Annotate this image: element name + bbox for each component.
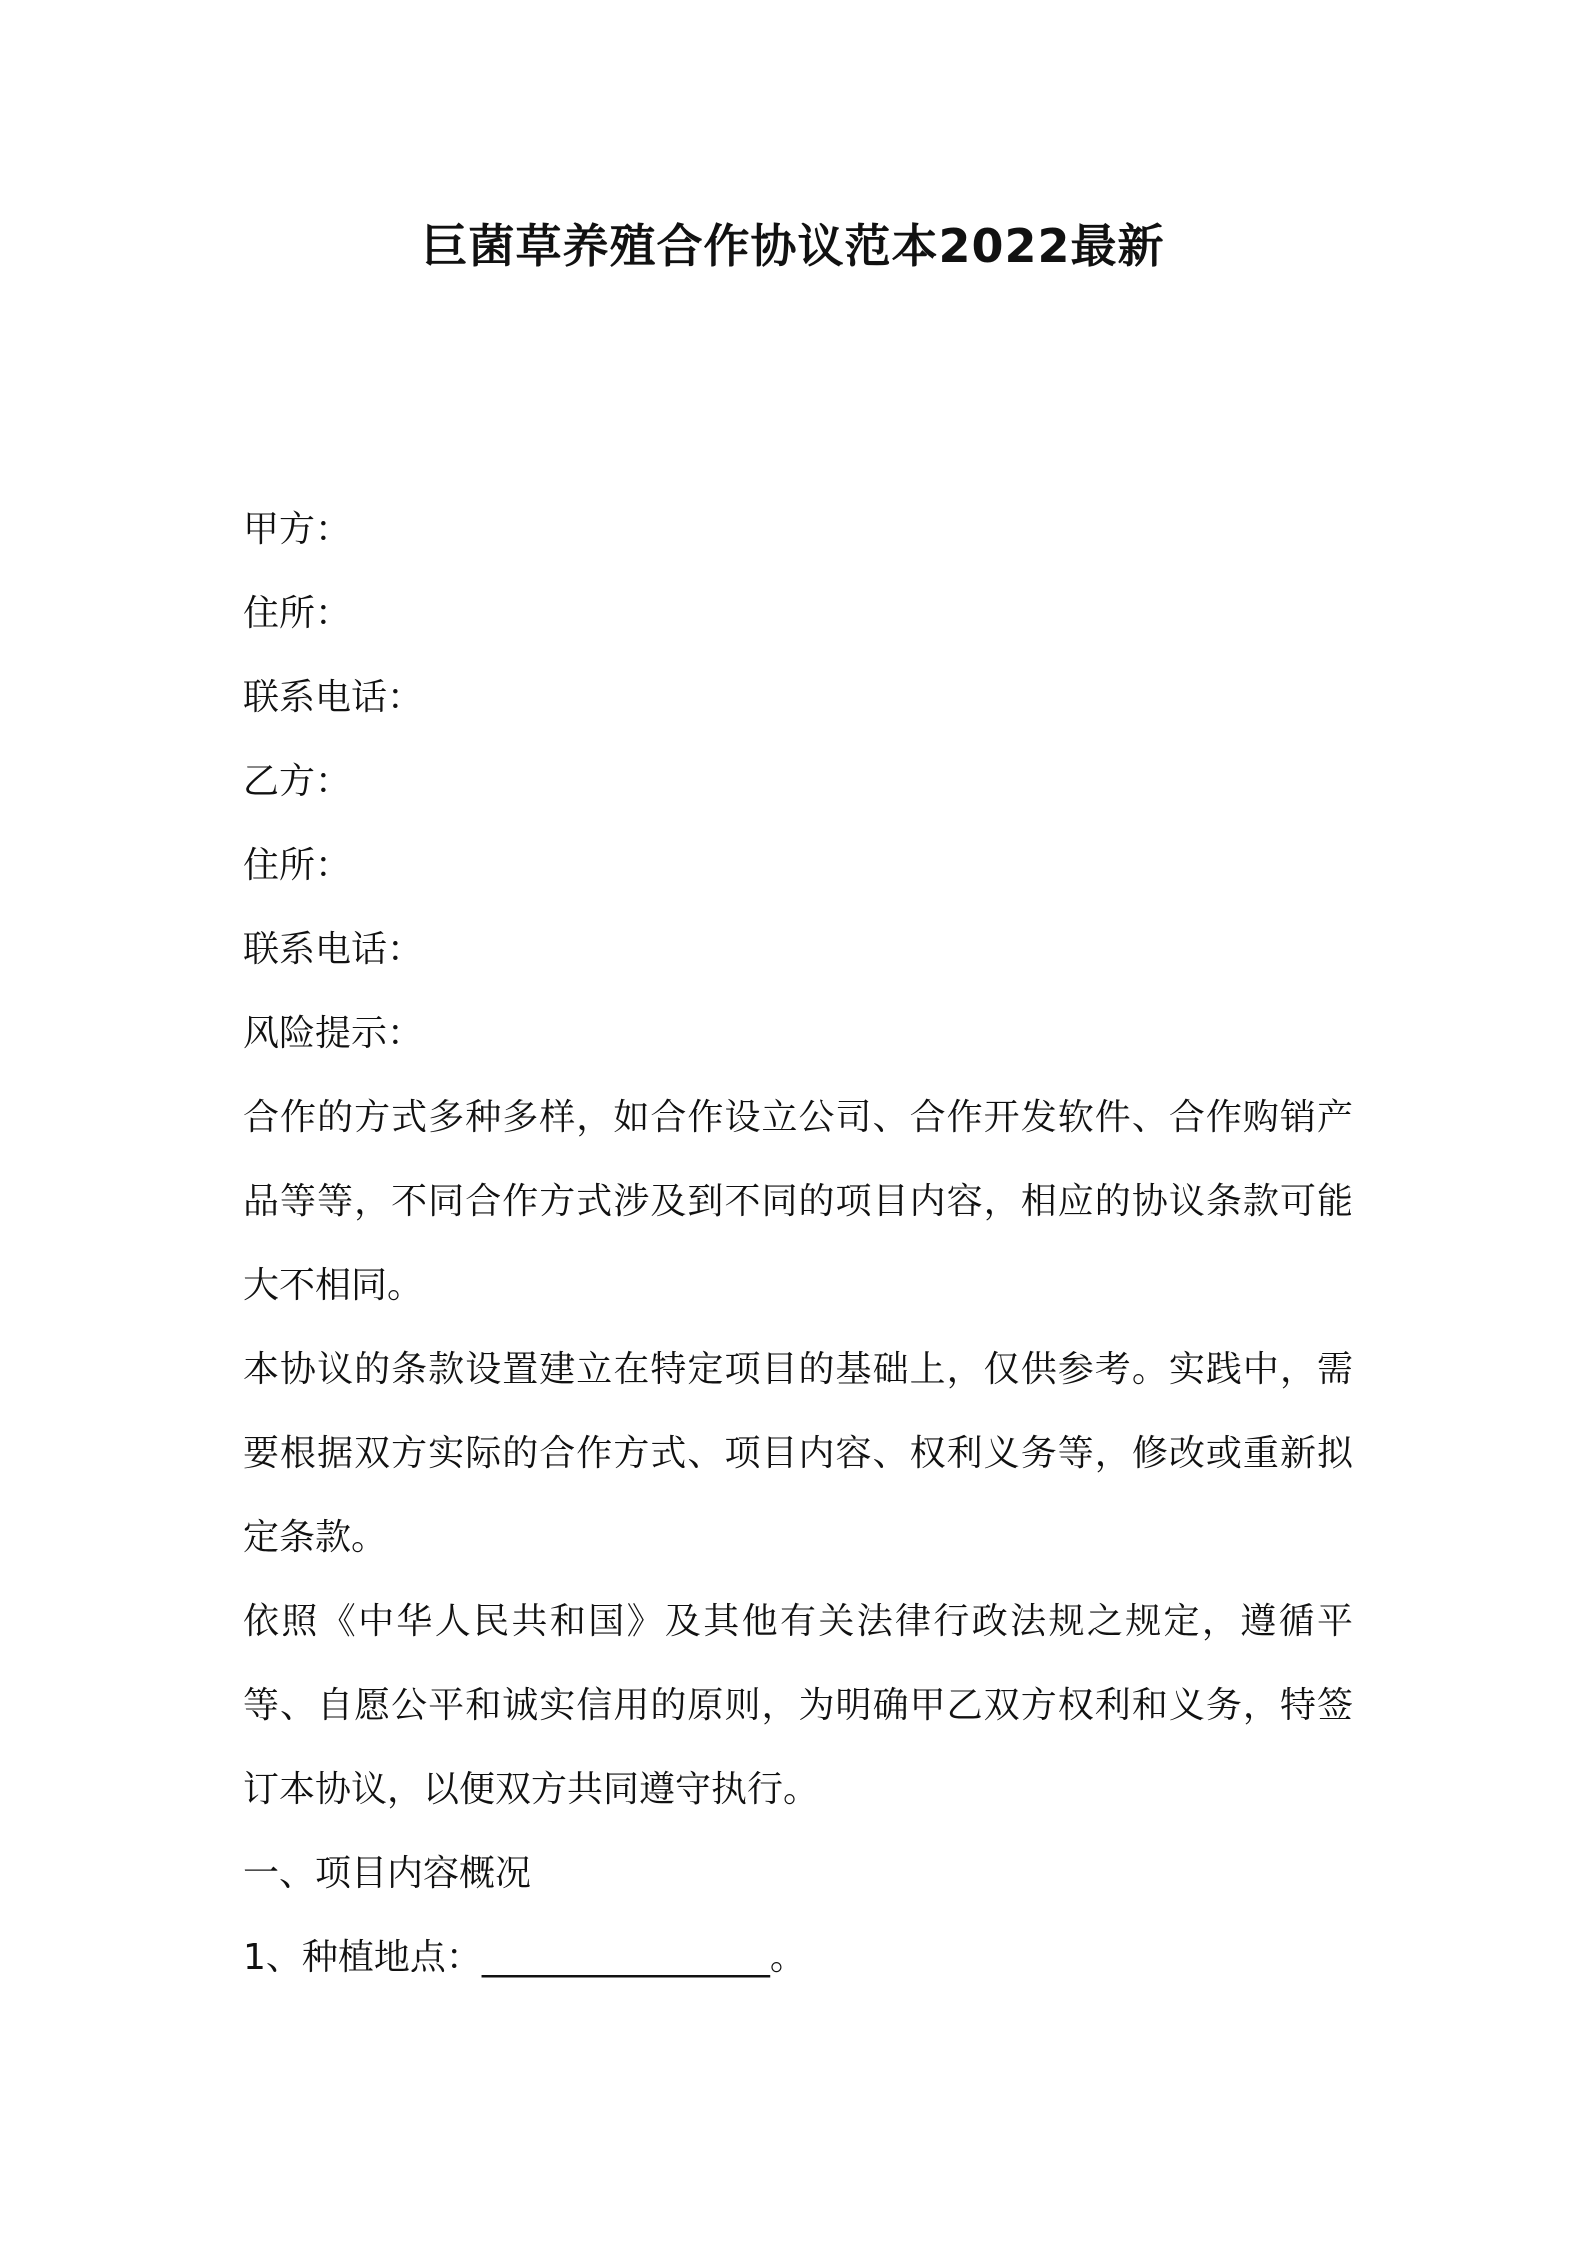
section-1-heading: 一、项目内容概况: [243, 1853, 532, 1894]
party-b-address-label: 住所：: [243, 845, 352, 886]
risk-heading: 风险提示：: [243, 1013, 424, 1054]
risk-paragraph-2: 本协议的条款设置建立在特定项目的基础上，仅供参考。实践中，需要根据双方实际的合作方式、项目内容、权利义务等，修改或重新拟定条款。: [243, 1349, 1353, 1558]
party-a-label: 甲方：: [243, 509, 352, 550]
party-b-phone-label: 联系电话：: [243, 929, 424, 970]
party-a-address-label: 住所：: [243, 593, 352, 634]
preamble-paragraph: 依照《中华人民共和国》及其他有关法律行政法规之规定，遵循平等、自愿公平和诚实信用的原则，为明确甲乙双方权利和义务，特签订本协议，以便双方共同遵守执行。: [243, 1601, 1353, 1810]
party-b-label: 乙方：: [243, 761, 352, 802]
document-body: [243, 488, 1353, 2000]
party-a-phone-label: 联系电话：: [243, 677, 424, 718]
document-title: 巨菌草养殖合作协议范本2022最新: [421, 219, 1165, 273]
risk-paragraph-1: 合作的方式多种多样，如合作设立公司、合作开发软件、合作购销产品等等，不同合作方式涉及到不同的项目内容，相应的协议条款可能大不相同。: [243, 1097, 1353, 1306]
item-1-planting-location: 1、种植地点：________________。: [243, 1937, 806, 1978]
